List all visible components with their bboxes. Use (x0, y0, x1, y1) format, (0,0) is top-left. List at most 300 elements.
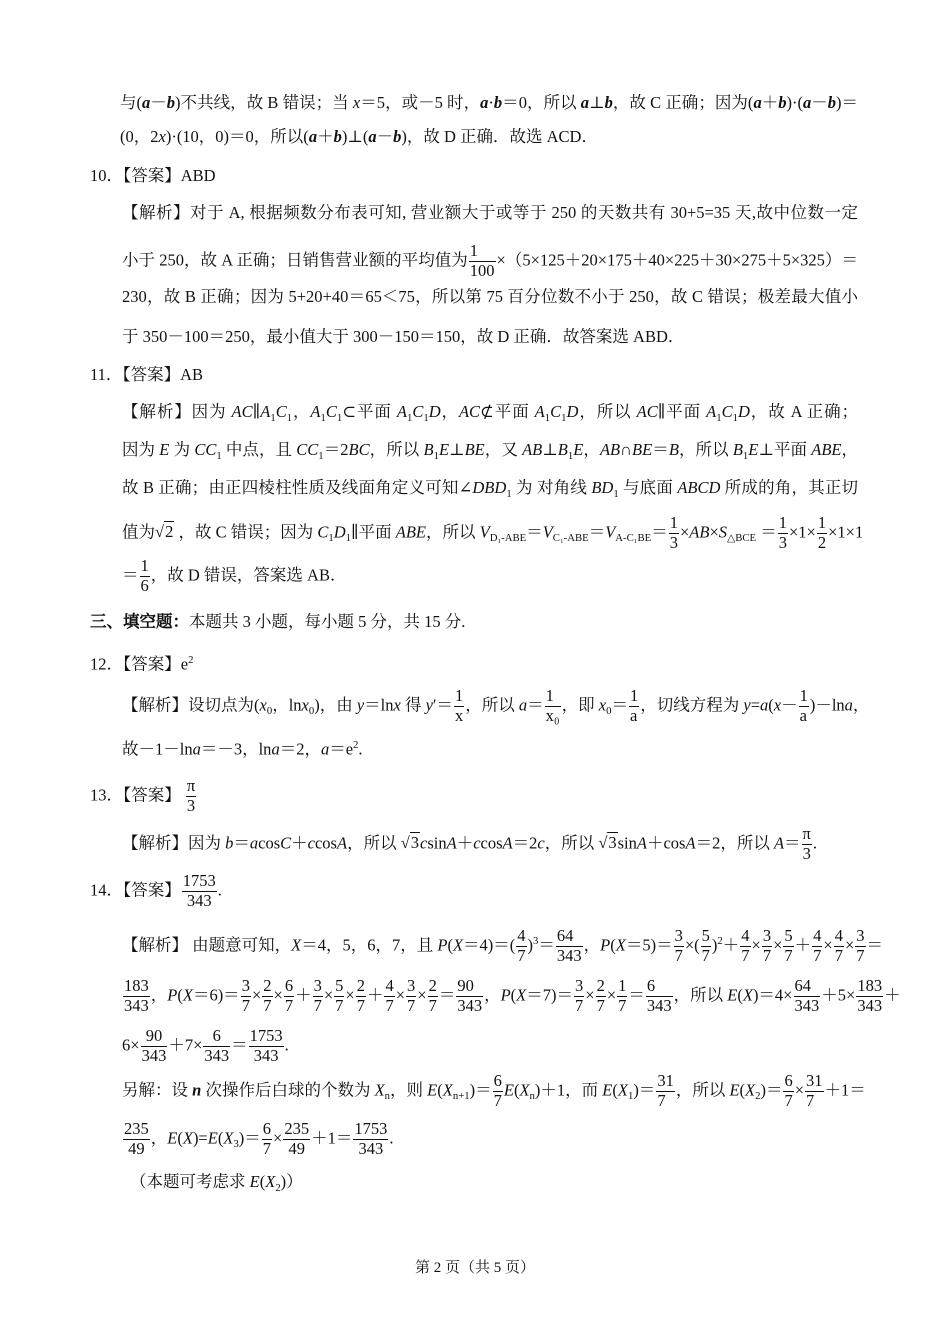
math-symbol: A (260, 402, 271, 421)
text-line (120, 124, 598, 150)
text-run: 【解析】对于 A, 根据频数分布表可知, 营业额大于或等于 250 的天数共有 30+5=35 天,故中位数一定 (122, 203, 858, 222)
math-symbol: E (159, 440, 170, 459)
text-run: ×( (684, 935, 700, 955)
fraction-numerator: 6 (262, 1119, 272, 1138)
text-run: ⊥ (542, 440, 558, 459)
superscript: 3 (533, 934, 539, 947)
fraction (783, 1072, 793, 1111)
fraction (493, 1072, 503, 1111)
text-run: × (323, 985, 334, 1005)
math-symbol: ABCD (677, 478, 721, 497)
fraction-denominator: 7 (834, 945, 843, 965)
fraction-denominator: 7 (284, 995, 294, 1015)
text-run: － (150, 93, 167, 112)
fraction-numerator: 2 (428, 976, 437, 995)
math-symbol: ABE (811, 440, 842, 459)
text-run: ＋cos (646, 833, 686, 853)
text-run: ，所以 (675, 1080, 730, 1100)
math-symbol: D (428, 402, 441, 421)
text-run: )） (280, 1172, 303, 1191)
text-run: ，故 C 错误；因为 (174, 522, 318, 542)
math-symbol: b (493, 93, 503, 112)
math-symbol: n (192, 1080, 202, 1100)
math-symbol: X (742, 985, 753, 1005)
fraction (812, 927, 822, 966)
fraction-denominator: 7 (385, 995, 394, 1015)
math-symbol: E (503, 1080, 514, 1100)
text-run: 10．【答案】ABD (90, 166, 216, 185)
text-run: ( (513, 1080, 520, 1100)
fraction (313, 977, 323, 1016)
subscript: C₁-ABE (552, 532, 589, 544)
math-symbol: b (827, 93, 836, 112)
fraction-denominator: x₀ (545, 705, 560, 725)
text-line (122, 284, 858, 310)
text-run: ( (739, 1080, 746, 1100)
text-run: ， (841, 440, 859, 459)
text-run: ＝ (651, 522, 668, 542)
text-line (90, 777, 197, 816)
fraction (284, 977, 294, 1016)
subscript: 3 (233, 1138, 239, 1150)
math-symbol: CC (296, 440, 319, 459)
math-symbol: x (352, 93, 361, 112)
text-run: ∥平面 (350, 522, 396, 542)
square-root (598, 830, 617, 856)
text-line (122, 324, 684, 350)
fraction (805, 1072, 824, 1111)
text-run: × (709, 522, 719, 542)
radicand: 2 (165, 522, 174, 542)
text-run: 14．【答案】 (90, 880, 181, 900)
text-run: ⊥ (449, 440, 465, 459)
fraction-numerator: 31 (657, 1071, 674, 1090)
text-run: ＝5，或－5 时， (360, 93, 481, 112)
subscript: 1 (318, 449, 324, 462)
text-run: ( (437, 1080, 443, 1100)
text-run: ，所以 (425, 522, 480, 542)
math-symbol: E (729, 1080, 740, 1100)
fraction-numerator: 235 (124, 1119, 149, 1138)
text-run: . (812, 833, 818, 853)
math-symbol: D (566, 402, 579, 421)
fraction-numerator: 6 (203, 1027, 230, 1047)
text-run: ＝ (784, 833, 801, 853)
math-symbol: c (307, 833, 315, 853)
subscript: 1 (216, 449, 222, 462)
math-symbol: V (605, 522, 616, 542)
text-run: ，所以 (578, 402, 637, 421)
text-run: × (794, 1080, 805, 1100)
text-line (122, 557, 346, 596)
fraction-denominator: 343 (204, 1045, 230, 1065)
fraction-denominator: 49 (128, 1138, 145, 1158)
text-line (122, 513, 864, 553)
fraction-numerator: 235 (284, 1119, 310, 1138)
math-symbol: AB (599, 440, 621, 459)
fraction-numerator: 5 (784, 926, 793, 945)
text-run: × (823, 935, 833, 955)
text-run: ， (852, 695, 870, 715)
subscript: 1 (320, 411, 326, 424)
fraction-denominator: 100 (469, 260, 495, 280)
text-run: )，故 D 正确．故选 ACD． (401, 127, 598, 146)
text-run: × (273, 985, 283, 1005)
text-run: . (217, 880, 222, 900)
page-footer: 第 2 页（共 5 页） (414, 1260, 535, 1276)
math-symbol: y (743, 695, 751, 715)
fraction-numerator: 4 (813, 926, 822, 945)
subscript: 1 (286, 411, 293, 424)
subscript: 1 (270, 411, 276, 424)
fraction-numerator: 2 (356, 976, 365, 995)
math-symbol: A (773, 833, 785, 853)
text-run: 6× (122, 1035, 140, 1055)
fraction-numerator: 6 (646, 977, 673, 997)
fraction-denominator: 3 (186, 795, 196, 815)
math-symbol: A (502, 833, 513, 853)
text-run: )，由 (314, 695, 357, 715)
superscript: 2 (188, 654, 194, 666)
subscript: D₁-ABE (489, 532, 527, 544)
text-run: × (345, 985, 355, 1005)
fraction-denominator: 7 (856, 945, 865, 965)
fraction (778, 514, 788, 553)
fraction-denominator: 7 (335, 995, 344, 1015)
text-run: ＋ (884, 985, 901, 1005)
text-run: × (844, 935, 855, 955)
text-run: 11．【答案】AB (90, 365, 204, 384)
text-run: )＝ (238, 1128, 261, 1148)
fraction-numerator: 6 (784, 1071, 793, 1090)
math-symbol: a (368, 127, 377, 146)
radical-sign: √ (598, 833, 608, 853)
math-symbol: b (604, 93, 613, 112)
math-symbol: BE (632, 440, 653, 459)
text-run: ＋ (794, 935, 812, 955)
text-run: = (750, 695, 760, 715)
text-run: ，ln (272, 695, 302, 715)
text-run: ， (150, 1128, 168, 1148)
text-line (122, 686, 870, 726)
text-run: ＝ (866, 935, 883, 955)
text-run: 因为 (122, 440, 160, 459)
math-symbol: AB (522, 440, 543, 459)
text-run: cos (480, 833, 503, 853)
text-run: ＝2，所以 (695, 833, 774, 853)
math-symbol: y (425, 695, 433, 715)
text-run: ⊄平面 (480, 402, 535, 421)
fraction-denominator: 7 (262, 1138, 272, 1158)
fraction (674, 927, 684, 966)
text-run: × (679, 522, 690, 542)
radicand: 3 (410, 833, 419, 853)
text-run: )＝ (836, 93, 859, 112)
math-symbol: c (420, 833, 428, 853)
text-line (122, 825, 817, 864)
fraction (428, 977, 438, 1016)
math-symbol: x (598, 695, 607, 715)
text-run: ＋ (456, 833, 474, 853)
text-run: 中点，且 (221, 440, 297, 459)
fraction (834, 927, 844, 966)
fraction-numerator: 2 (263, 976, 272, 995)
text-run: )＝ (760, 1080, 783, 1100)
fraction-denominator: 343 (556, 945, 582, 965)
fraction (783, 927, 793, 966)
fraction-denominator: a (629, 705, 638, 725)
fraction (545, 687, 561, 726)
fraction (123, 977, 150, 1016)
subscript: n (529, 1090, 535, 1102)
text-run: ＝e (329, 739, 354, 759)
subscript: 0 (606, 705, 612, 717)
fraction-numerator: 4 (385, 976, 394, 995)
fraction-denominator: 7 (407, 995, 416, 1015)
text-run: ＝5)＝ (625, 935, 673, 955)
text-run: ( (217, 1128, 224, 1148)
text-run: ，则 (390, 1080, 428, 1100)
fraction-numerator: 64 (794, 977, 821, 997)
text-run: ( (510, 985, 517, 1005)
radical-sign: √ (155, 522, 165, 542)
fraction-numerator: 6 (284, 976, 294, 995)
math-symbol: E (249, 1172, 260, 1191)
text-run: ×1× (788, 522, 816, 542)
text-run: ＋7× (168, 1035, 203, 1055)
fraction-numerator: π (186, 776, 196, 795)
text-run: × (606, 985, 617, 1005)
text-run: cos (258, 833, 281, 853)
fraction-denominator: 7 (428, 995, 437, 1015)
text-run: ＝－3，ln (200, 739, 272, 759)
math-symbol: B (557, 440, 568, 459)
math-symbol: A (706, 402, 717, 421)
math-symbol: BE (464, 440, 485, 459)
math-symbol: S (718, 522, 727, 542)
text-run: ( (737, 985, 743, 1005)
text-run: ＝ (652, 440, 669, 459)
fraction (740, 927, 750, 966)
fraction-denominator: 6 (140, 575, 149, 595)
math-symbol: A (446, 833, 457, 853)
fraction-numerator: π (802, 824, 811, 843)
text-run: ( (259, 1172, 266, 1191)
math-symbol: X (223, 1128, 234, 1148)
text-run: 值为 (122, 522, 155, 542)
math-symbol: X (182, 1128, 193, 1148)
fraction (334, 977, 344, 1016)
text-run: ＝ (527, 695, 544, 715)
math-symbol: a (580, 93, 590, 112)
fraction-denominator: 343 (186, 890, 212, 910)
fraction (356, 977, 366, 1016)
subscript: 1 (506, 487, 512, 500)
subscript: 0 (308, 705, 315, 717)
fraction (283, 1120, 310, 1159)
fraction-denominator: 7 (784, 1090, 793, 1110)
text-run: ⊂平面 (342, 402, 397, 421)
text-run: ＋ (722, 935, 740, 955)
fraction (762, 927, 772, 966)
text-run: × (273, 1128, 283, 1148)
text-run: ＋ (761, 93, 779, 112)
math-symbol: C (325, 402, 337, 421)
text-run: ＝ (438, 985, 456, 1005)
math-symbol: E (427, 1080, 438, 1100)
fraction (123, 1120, 150, 1159)
text-line (120, 90, 858, 116)
fraction (646, 977, 673, 1016)
square-root (155, 519, 174, 545)
fraction (617, 977, 627, 1016)
text-run: 为 对角线 (511, 478, 592, 497)
text-run: ，所以 (673, 985, 728, 1005)
fraction-denominator: 7 (657, 1090, 666, 1110)
fraction-numerator: 1 (618, 976, 627, 995)
fraction-denominator: x (455, 705, 464, 725)
fraction-denominator: 7 (575, 995, 584, 1015)
math-symbol: E (748, 440, 759, 459)
text-run: ＋ (291, 833, 308, 853)
math-symbol: c (473, 833, 481, 853)
text-run: ＝ (628, 985, 645, 1005)
math-symbol: A (534, 402, 545, 421)
text-run: ( (447, 935, 453, 955)
text-line (122, 475, 858, 507)
fraction-numerator: 31 (806, 1071, 823, 1090)
fraction (629, 687, 639, 726)
text-run: ∥平面 (657, 402, 707, 421)
fraction-denominator: 7 (517, 945, 526, 965)
text-run: ( (612, 1080, 618, 1100)
text-run: sin (617, 833, 637, 853)
subscript: 1 (627, 1090, 634, 1102)
fraction (384, 977, 394, 1016)
square-root (401, 830, 420, 856)
math-symbol: b (166, 93, 176, 112)
fraction-denominator: 7 (596, 995, 605, 1015)
fraction-numerator: 3 (762, 926, 772, 945)
fraction-numerator: 1 (140, 556, 149, 575)
math-symbol: A (310, 402, 321, 421)
text-run: ＋5× (821, 985, 856, 1005)
text-line (130, 1169, 303, 1201)
text-run: ，所以 (347, 833, 401, 853)
fraction-numerator: 5 (701, 926, 710, 945)
text-run: ，所以 (544, 833, 599, 853)
text-run: ＝2， (279, 739, 321, 759)
fraction-denominator: 2 (817, 532, 827, 552)
text-run: (0，2 (120, 127, 159, 146)
subscript: 1 (742, 449, 749, 462)
text-run: 本题共 3 小题，每小题 5 分，共 15 分. (189, 612, 466, 631)
text-run: － (811, 93, 828, 112)
fraction-denominator: 343 (646, 995, 672, 1015)
fraction-numerator: 3 (241, 976, 250, 995)
text-line (122, 399, 858, 431)
math-symbol: C (275, 402, 287, 421)
math-symbol: AB (689, 522, 710, 542)
text-run: ＝4，5，6，7，且 (301, 935, 438, 955)
fraction-numerator: 3 (674, 926, 683, 945)
text-run: )= (192, 1128, 208, 1148)
math-symbol: a (320, 739, 330, 759)
fraction-numerator: 90 (456, 977, 483, 997)
text-run: ， (440, 402, 459, 421)
text-line (90, 647, 193, 677)
fraction (817, 514, 827, 553)
text-run: 另解：设 (122, 1080, 193, 1100)
math-symbol: X (182, 985, 193, 1005)
math-symbol: b (225, 833, 234, 853)
fraction-denominator: 49 (288, 1138, 305, 1158)
subscript: 1 (613, 487, 619, 500)
text-run: 【解析】 由题意可知， (122, 935, 292, 955)
math-symbol: X (452, 935, 464, 955)
math-symbol: P (167, 985, 178, 1005)
fraction-numerator: 6 (493, 1071, 502, 1090)
math-symbol: b (393, 127, 402, 146)
subscript: n (384, 1090, 391, 1102)
fraction (353, 1120, 388, 1159)
fraction-denominator: 7 (701, 945, 710, 965)
fraction-numerator: 3 (313, 976, 322, 995)
text-run: ，所以 (369, 440, 424, 459)
text-run: ( (177, 985, 183, 1005)
subscript: 1 (544, 411, 551, 424)
text-run: × (773, 935, 783, 955)
math-symbol: b (333, 127, 342, 146)
text-run: ＝0，所以 (502, 93, 581, 112)
fraction-denominator: 343 (794, 995, 820, 1015)
fraction (556, 927, 583, 966)
text-run: × (585, 985, 595, 1005)
text-run: ＝ (231, 1035, 248, 1055)
math-symbol: a (803, 93, 812, 112)
fraction (249, 1027, 284, 1066)
text-line (122, 1120, 393, 1159)
text-line (122, 437, 858, 469)
math-symbol: X (442, 1080, 453, 1100)
text-run: ′＝ (432, 695, 454, 715)
math-symbol: X (291, 935, 302, 955)
fraction-denominator: 7 (806, 1090, 815, 1110)
math-symbol: A (685, 833, 696, 853)
fraction-denominator: 7 (762, 945, 772, 965)
text-run: ＝ (526, 522, 543, 542)
math-symbol: X (745, 1080, 756, 1100)
fraction-numerator: 90 (141, 1027, 168, 1047)
subscript: 1 (732, 411, 738, 424)
text-run: ， (583, 440, 600, 459)
math-symbol: X (617, 1080, 628, 1100)
fraction (469, 242, 496, 281)
subscript: 2 (275, 1181, 281, 1194)
math-symbol: a (518, 695, 528, 715)
fraction-denominator: 7 (263, 995, 272, 1015)
fraction-numerator: 1 (799, 686, 808, 705)
math-symbol: E (438, 440, 450, 459)
superscript: 2 (353, 739, 359, 751)
text-run: ＋ (317, 127, 334, 146)
fraction-numerator: 1 (469, 242, 496, 262)
text-run: ⊥ (589, 93, 605, 112)
math-symbol: a (192, 739, 201, 759)
text-run: × (251, 985, 262, 1005)
fraction-denominator: 3 (802, 843, 811, 863)
math-symbol: x (393, 695, 401, 715)
